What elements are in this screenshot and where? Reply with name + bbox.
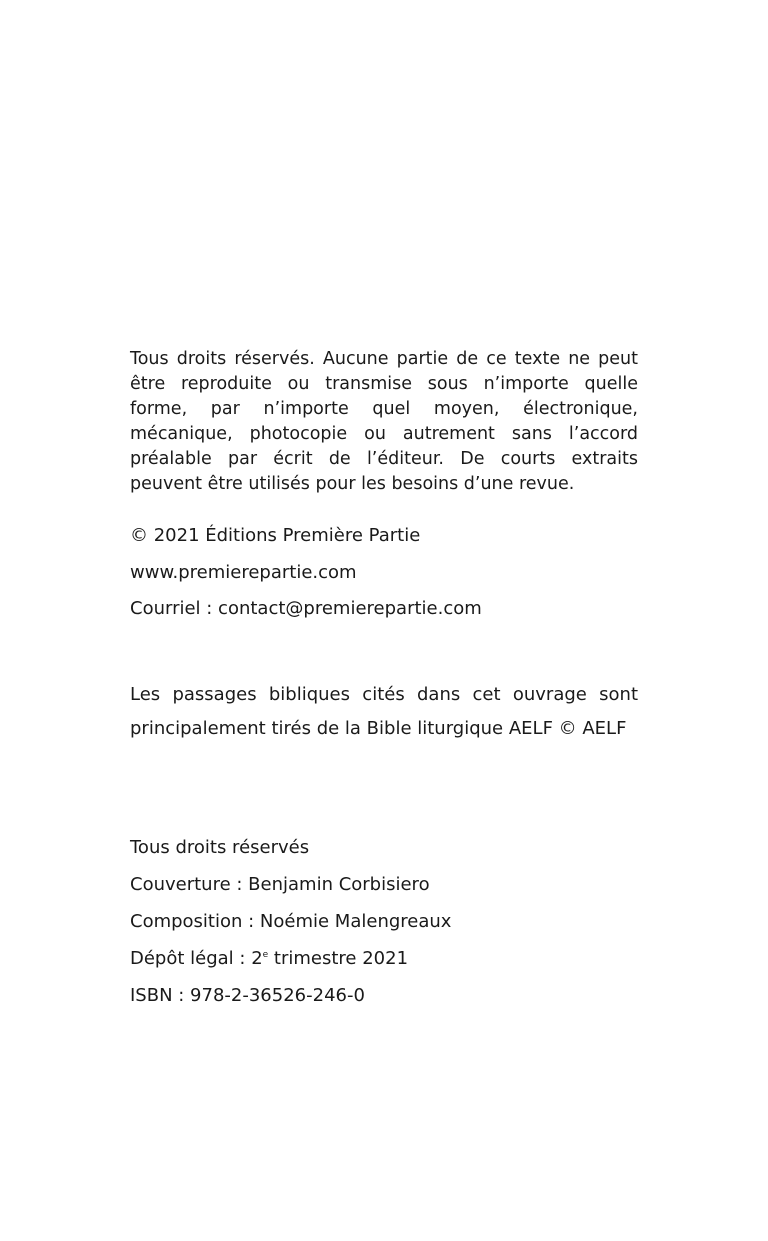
publisher-email: Courriel : contact@premierepartie.com xyxy=(130,598,482,619)
legal-deposit-suffix: trimestre 2021 xyxy=(268,948,409,969)
credits-cover: Couverture : Benjamin Corbisiero xyxy=(130,874,430,895)
credits-composition: Composition : Noémie Malengreaux xyxy=(130,911,452,932)
legal-deposit-superscript: e xyxy=(262,950,269,960)
rights-paragraph: Tous droits réservés. Aucune partie de ce texte ne peut être reproduite ou transmise sous n’importe quelle forme, par n’importe quel moyen, électronique, mécanique, photocopie ou autrement sans l’accord préalable par écrit de l’éditeur. De courts extraits peuvent être utilisés pour les besoins d’une revue. xyxy=(130,349,638,494)
publisher-website: www.premierepartie.com xyxy=(130,562,357,583)
credits-isbn: ISBN : 978-2-36526-246-0 xyxy=(130,985,365,1006)
credits-rights: Tous droits réservés xyxy=(130,837,310,858)
bible-citation-note: Les passages bibliques cités dans cet ouvrage sont principalement tirés de la Bible liturgique AELF © AELF xyxy=(130,684,638,739)
legal-deposit-prefix: Dépôt légal : 2 xyxy=(130,948,263,969)
credits-legal-deposit xyxy=(130,947,408,971)
publisher-copyright: © 2021 Éditions Première Partie xyxy=(130,525,421,546)
